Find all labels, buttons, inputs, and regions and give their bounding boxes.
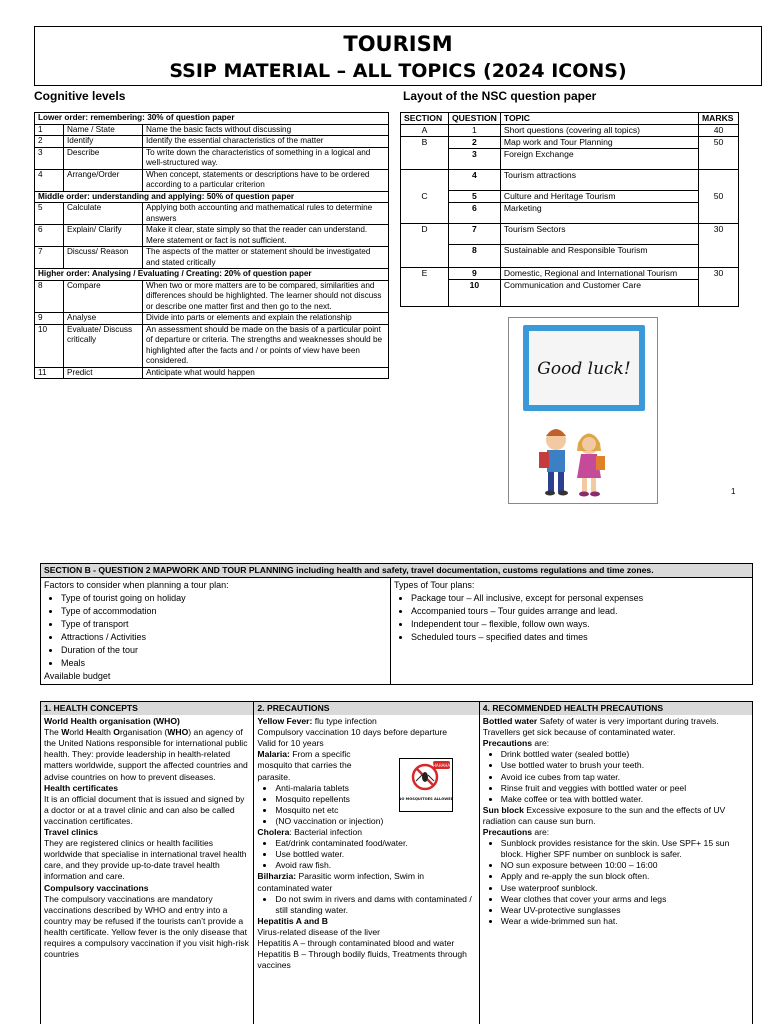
nsc-question: 9 xyxy=(449,268,501,280)
recommended-precautions-header: 4. RECOMMENDED HEALTH PRECAUTIONS xyxy=(480,702,752,715)
cognitive-number: 1 xyxy=(35,124,64,136)
tour-types-title: Types of Tour plans: xyxy=(394,580,475,590)
cognitive-verb: Analyse xyxy=(64,313,143,325)
list-item: • Independent tour – flexible, follow own ways. xyxy=(411,618,643,631)
cognitive-description: To write down the characteristics of something in a logical and well-structured way. xyxy=(143,147,389,169)
table-row xyxy=(35,367,389,379)
nsc-topic: Marketing xyxy=(500,203,698,224)
good-luck-text: Good luck! xyxy=(537,359,631,379)
yellow-fever-line: Yellow Fever: flu type infection xyxy=(257,716,377,727)
cognitive-verb: Describe xyxy=(64,147,143,169)
cognitive-verb: Evaluate/ Discuss critically xyxy=(64,324,143,367)
nsc-question: 1 xyxy=(449,125,501,137)
nsc-section: E xyxy=(401,268,449,307)
cognitive-band-label: Lower order: remembering: 30% of question paper xyxy=(35,113,389,125)
nsc-marks: 40 xyxy=(699,125,739,137)
table-row xyxy=(401,268,739,280)
cognitive-description: The aspects of the matter or statement should be investigated and stated critically xyxy=(143,247,389,269)
health-certificates-title: Health certificates xyxy=(44,782,119,793)
nsc-marks: 50 xyxy=(699,137,739,170)
nsc-topic: Domestic, Regional and International Tourism xyxy=(500,268,698,280)
sign-caption-text: NO MOSQUITOES ALLOWED xyxy=(400,797,453,801)
list-item: • Wear UV-protective sunglasses xyxy=(501,905,749,916)
nsc-marks: 50 xyxy=(699,170,739,224)
table-row xyxy=(35,147,389,169)
list-item: • Wear a wide-brimmed sun hat. xyxy=(501,916,749,927)
nsc-header-marks: MARKS xyxy=(699,113,739,125)
malaria-line: Malaria: From a specific mosquito that carries the parasite. xyxy=(257,749,352,782)
cognitive-band-label: Middle order: understanding and applying: 50% of question paper xyxy=(35,191,389,203)
bilharzia-line: Bilharzia: Parasitic worm infection, Swim in contaminated water xyxy=(257,871,425,893)
list-item: • Use bottled water. xyxy=(275,849,475,860)
page-title: TOURISM xyxy=(343,32,453,56)
precautions-column xyxy=(254,702,479,1024)
table-row xyxy=(35,225,389,247)
cognitive-description: An assessment should be made on the basis of a particular point of departure or criteria. The strengths and weaknesses should be highlighted after the facts and / or points of view have been considered. xyxy=(143,324,389,367)
table-row xyxy=(401,137,739,149)
hepatitis-line-2: Hepatitis A – through contaminated blood and water xyxy=(257,937,455,948)
table-row xyxy=(35,124,389,136)
table-row xyxy=(35,169,389,191)
cognitive-band-row xyxy=(35,191,389,203)
cognitive-description: Anticipate what would happen xyxy=(143,367,389,379)
hepatitis-line-1: Virus-related disease of the liver xyxy=(257,926,381,937)
list-item: • Meals xyxy=(61,657,387,670)
hepatitis-title: Hepatitis A and B xyxy=(257,915,328,926)
nsc-section: D xyxy=(401,224,449,268)
cognitive-band-row xyxy=(35,113,389,125)
tour-types-column xyxy=(391,578,646,684)
good-luck-illustration xyxy=(508,317,658,504)
cognitive-number: 6 xyxy=(35,225,64,247)
nsc-topic: Communication and Customer Care xyxy=(500,280,698,307)
nsc-marks: 30 xyxy=(699,224,739,268)
recommended-precautions-column xyxy=(480,702,752,1024)
table-row xyxy=(401,191,739,203)
nsc-topic: Sustainable and Responsible Tourism xyxy=(500,245,698,268)
nsc-header-section: SECTION xyxy=(401,113,449,125)
cognitive-number: 3 xyxy=(35,147,64,169)
cognitive-verb: Name / State xyxy=(64,124,143,136)
table-row xyxy=(401,224,739,245)
good-luck-board-image xyxy=(509,318,657,503)
page-number: 1 xyxy=(731,487,736,496)
list-item: • Accompanied tours – Tour guides arrange and lead. xyxy=(411,605,643,618)
table-row xyxy=(35,324,389,367)
cognitive-number: 4 xyxy=(35,169,64,191)
nsc-topic: Culture and Heritage Tourism xyxy=(500,191,698,203)
sun-block-line: Sun block Excessive exposure to the sun and the effects of UV radiation can cause sun burn. xyxy=(482,804,726,826)
cognitive-number: 2 xyxy=(35,136,64,148)
list-item: • Type of tourist going on holiday xyxy=(61,592,387,605)
nsc-marks: 30 xyxy=(699,268,739,307)
nsc-question: 10 xyxy=(449,280,501,307)
yellow-fever-validity: Valid for 10 years xyxy=(257,738,324,749)
table-row xyxy=(401,170,739,191)
nsc-heading: Layout of the NSC question paper xyxy=(403,89,597,103)
list-item: • Make coffee or tea with bottled water. xyxy=(501,794,749,805)
bottled-water-list xyxy=(483,749,749,804)
nsc-question: 4 xyxy=(449,170,501,191)
list-item: • Mosquito net etc xyxy=(275,805,475,816)
no-mosquitoes-sign xyxy=(399,758,453,812)
list-item: • NO sun exposure between 10:00 – 16:00 xyxy=(501,860,749,871)
section-b-box xyxy=(40,563,753,685)
nsc-layout-table xyxy=(400,112,739,307)
tour-types-list xyxy=(394,592,643,644)
table-row xyxy=(35,203,389,225)
cognitive-number: 10 xyxy=(35,324,64,367)
table-row xyxy=(401,125,739,137)
nsc-question: 6 xyxy=(449,203,501,224)
list-item: • Eat/drink contaminated food/water. xyxy=(275,838,475,849)
list-item: • Anti-malaria tablets xyxy=(275,783,475,794)
factors-column xyxy=(41,578,391,684)
section-b-heading: SECTION B - QUESTION 2 MAPWORK AND TOUR PLANNING including health and safety, travel documentation, customs regulations and time zones. xyxy=(41,564,752,578)
cognitive-verb: Explain/ Clarify xyxy=(64,225,143,247)
bilharzia-list xyxy=(257,894,475,916)
travel-clinics-title: Travel clinics xyxy=(44,827,98,838)
nsc-section: C xyxy=(401,170,449,224)
cognitive-description: Make it clear, state simply so that the reader can understand. Mere statement or fact is not sufficient. xyxy=(143,225,389,247)
bottled-water-line: Bottled water Safety of water is very important during travels. Travellers get sick because of contaminated water. xyxy=(482,716,719,738)
table-row xyxy=(401,280,739,307)
nsc-question: 8 xyxy=(449,245,501,268)
cognitive-description: When two or more matters are to be compared, similarities and differences should be highlighted. The learner should not discuss or describe one matter first and then go to the next. xyxy=(143,280,389,313)
cognitive-description: Applying both accounting and mathematical rules to determine answers xyxy=(143,203,389,225)
cholera-line: Cholera: Bacterial infection xyxy=(257,827,363,838)
list-item: • (NO vaccination or injection) xyxy=(275,816,475,827)
cognitive-number: 8 xyxy=(35,280,64,313)
no-mosquito-icon xyxy=(400,759,452,811)
cognitive-description: When concept, statements or descriptions have to be ordered according to a particular criterion xyxy=(143,169,389,191)
precautions-header: 2. PRECAUTIONS xyxy=(254,702,478,715)
who-text: The World Health Organisation (WHO) an agency of the United Nations responsible for international public health. They: provide leadership in health-related matters worldwide, support the affected countries and advise countries on how to prevent diseases. xyxy=(44,727,248,782)
yellow-fever-vaccination: Compulsory vaccination 10 days before departure xyxy=(257,727,448,738)
list-item: • Type of accommodation xyxy=(61,605,387,618)
precautions-label: Precautions are: xyxy=(482,827,550,838)
nsc-topic: Short questions (covering all topics) xyxy=(500,125,698,137)
cognitive-band-row xyxy=(35,269,389,281)
nsc-topic: Tourism Sectors xyxy=(500,224,698,245)
list-item: • Do not swim in rivers and dams with contaminated / still standing water. xyxy=(275,894,475,916)
nsc-question: 2 xyxy=(449,137,501,149)
table-row xyxy=(35,313,389,325)
sign-badge-text: HAHAHA xyxy=(433,763,451,768)
cognitive-verb: Identify xyxy=(64,136,143,148)
list-item: • Use waterproof sunblock. xyxy=(501,883,749,894)
list-item: • Scheduled tours – specified dates and times xyxy=(411,631,643,644)
nsc-section: B xyxy=(401,137,449,170)
cognitive-description: Identify the essential characteristics of the matter xyxy=(143,136,389,148)
cognitive-verb: Calculate xyxy=(64,203,143,225)
page-subtitle: SSIP MATERIAL – ALL TOPICS (2024 ICONS) xyxy=(169,60,627,82)
nsc-topic: Tourism attractions xyxy=(500,170,698,191)
list-item: • Duration of the tour xyxy=(61,644,387,657)
table-row xyxy=(401,203,739,224)
travel-clinics-text: They are registered clinics or health facilities worldwide that specialise in international travel health care, and they provide up-to-date travel health information and care. xyxy=(44,838,247,882)
table-row xyxy=(401,149,739,170)
cognitive-verb: Discuss/ Reason xyxy=(64,247,143,269)
list-item: • Drink bottled water (sealed bottle) xyxy=(501,749,749,760)
cognitive-verb: Arrange/Order xyxy=(64,169,143,191)
cognitive-band-label: Higher order: Analysing / Evaluating / Creating: 20% of question paper xyxy=(35,269,389,281)
title-box xyxy=(34,26,762,86)
who-title: World Health organisation (WHO) xyxy=(44,716,180,727)
health-section xyxy=(40,701,753,1024)
list-item: • Avoid raw fish. xyxy=(275,860,475,871)
nsc-section: A xyxy=(401,125,449,137)
health-certificates-text: It is an official document that is issued and signed by a doctor or at a travel clinic and can also be called vaccination certificates. xyxy=(44,793,245,826)
factors-title: Factors to consider when planning a tour plan: xyxy=(44,580,229,590)
table-row xyxy=(35,247,389,269)
cognitive-verb: Compare xyxy=(64,280,143,313)
nsc-header-topic: TOPIC xyxy=(500,113,698,125)
list-item: • Avoid ice cubes from tap water. xyxy=(501,772,749,783)
table-row xyxy=(401,245,739,268)
hepatitis-line-3: Hepatitis B – Through bodily fluids, Treatments through vaccines xyxy=(257,949,467,971)
list-item: • Apply and re-apply the sun block often. xyxy=(501,871,749,882)
cognitive-levels-table xyxy=(34,112,389,379)
list-item: • Type of transport xyxy=(61,618,387,631)
precautions-label: Precautions are: xyxy=(482,738,550,749)
list-item: • Use bottled water to brush your teeth. xyxy=(501,760,749,771)
cognitive-verb: Predict xyxy=(64,367,143,379)
cognitive-number: 9 xyxy=(35,313,64,325)
nsc-topic: Map work and Tour Planning xyxy=(500,137,698,149)
list-item: • Mosquito repellents xyxy=(275,794,475,805)
factors-list xyxy=(44,592,387,670)
health-concepts-column xyxy=(41,702,254,1024)
cognitive-number: 7 xyxy=(35,247,64,269)
cognitive-description: Name the basic facts without discussing xyxy=(143,124,389,136)
nsc-question: 5 xyxy=(449,191,501,203)
health-concepts-header: 1. HEALTH CONCEPTS xyxy=(41,702,253,715)
table-row xyxy=(35,280,389,313)
cholera-list xyxy=(257,838,475,871)
cognitive-heading: Cognitive levels xyxy=(34,89,126,103)
cognitive-description: Divide into parts or elements and explain the relationship xyxy=(143,313,389,325)
nsc-header-question: QUESTION xyxy=(449,113,501,125)
nsc-question: 3 xyxy=(449,149,501,170)
sun-block-list xyxy=(483,838,749,927)
list-item: • Package tour – All inclusive, except for personal expenses xyxy=(411,592,643,605)
nsc-topic: Foreign Exchange xyxy=(500,149,698,170)
compulsory-vaccinations-text: The compulsory vaccinations are mandatory vaccinations described by WHO and entry into a country may be refused if the tourists can’t provide a health certificate. Yellow fever is the only disease that requires a compulsory vaccination if you visit high-risk countries xyxy=(44,893,249,960)
list-item: • Attractions / Activities xyxy=(61,631,387,644)
list-item: • Wear clothes that cover your arms and legs xyxy=(501,894,749,905)
list-item: • Rinse fruit and veggies with bottled water or peel xyxy=(501,783,749,794)
cognitive-number: 5 xyxy=(35,203,64,225)
list-item: • Sunblock provides resistance for the skin. Use SPF+ 15 sun block. Higher SPF number on sunblock is safer. xyxy=(501,838,749,860)
nsc-question: 7 xyxy=(449,224,501,245)
cognitive-number: 11 xyxy=(35,367,64,379)
factors-tail: Available budget xyxy=(44,671,111,681)
table-row xyxy=(35,136,389,148)
compulsory-vaccinations-title: Compulsory vaccinations xyxy=(44,882,149,893)
